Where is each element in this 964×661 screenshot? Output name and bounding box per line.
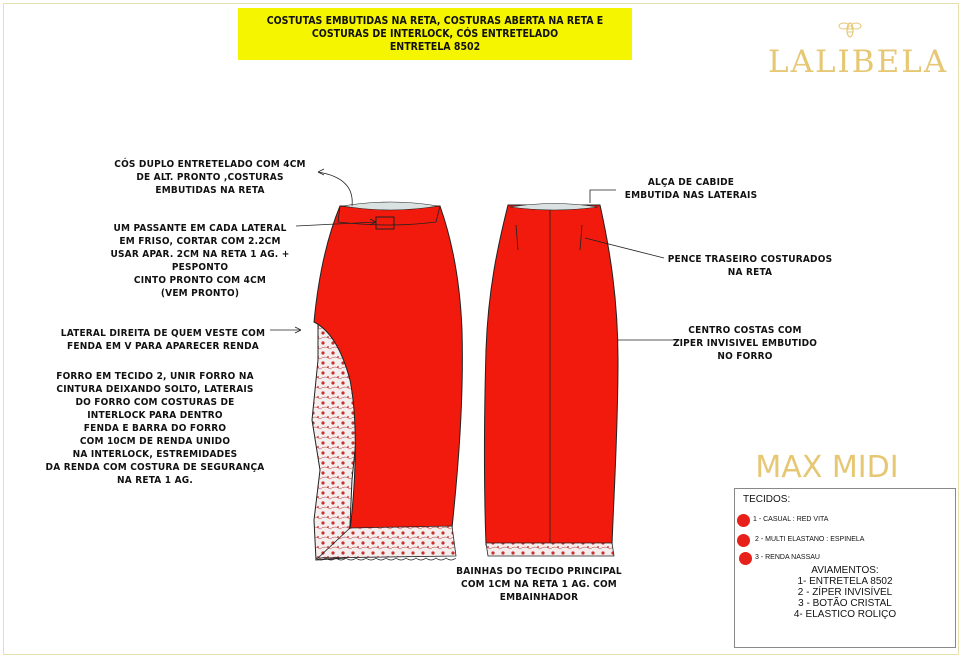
note-line: (VEM PRONTO): [160, 288, 240, 299]
note-line: NA INTERLOCK, ESTREMIDADES: [72, 449, 238, 460]
fabric-item: 1 - CASUAL : RED VITA: [753, 516, 829, 523]
note-line: FORRO EM TECIDO 2, UNIR FORRO NA: [56, 371, 254, 382]
banner-line: ENTRETELA 8502: [389, 41, 481, 53]
front-hem-scallop: [316, 558, 456, 560]
front-skirt: [312, 202, 462, 560]
darts-note: [662, 253, 838, 279]
fabrics-title: TECIDOS:: [743, 494, 791, 505]
note-line: DE ALT. PRONTO ,COSTURAS: [136, 172, 284, 183]
note-line: EMBUTIDA NAS LATERAIS: [624, 190, 758, 201]
back-lace-hem: [486, 543, 614, 556]
hem-note: [448, 565, 630, 604]
note-line: FENDA EM V PARA APARECER RENDA: [67, 341, 259, 352]
lining-note: [30, 370, 280, 487]
zipper-note: [662, 324, 828, 363]
note-line: DA RENDA COM COSTURA DE SEGURANÇA: [45, 462, 265, 473]
note-line: BAINHAS DO TECIDO PRINCIPAL: [456, 566, 622, 577]
note-line: CENTRO COSTAS COM: [688, 325, 802, 336]
trim-item: 3 - BOTÃO CRISTAL: [798, 598, 892, 609]
note-line: COM 10CM DE RENDA UNIDO: [79, 436, 231, 447]
back-skirt: [485, 204, 619, 557]
note-line: EMBAINHADOR: [499, 592, 579, 603]
banner-line: COSTUTAS EMBUTIDAS NA RETA, COSTURAS ABERTA NA RETA E: [266, 15, 604, 27]
waistband-note: [100, 158, 320, 197]
note-line: EMBUTIDAS NA RETA: [155, 185, 265, 196]
note-line: INTERLOCK PARA DENTRO: [87, 410, 223, 421]
fabric-dot-icon: [737, 534, 750, 547]
note-line: ZIPER INVISIVEL EMBUTIDO: [672, 338, 818, 349]
note-line: DO FORRO COM COSTURAS DE: [75, 397, 235, 408]
note-line: ALÇA DE CABIDE: [647, 177, 735, 188]
belt-loop-note: [102, 222, 298, 300]
note-line: COM 1CM NA RETA 1 AG. COM: [461, 579, 617, 590]
note-line: NO FORRO: [717, 351, 773, 362]
fabric-dot-icon: [739, 552, 752, 565]
trims-title: AVIAMENTOS:: [811, 565, 879, 576]
note-line: CINTO PRONTO COM 4CM: [133, 275, 267, 286]
note-line: FENDA E BARRA DO FORRO: [83, 423, 227, 434]
note-line: PESPONTO: [171, 262, 229, 273]
note-line: CINTURA DEIXANDO SOLTO, LATERAIS: [56, 384, 254, 395]
waistband-arrow: [318, 172, 352, 206]
side-slit-note: [38, 327, 288, 353]
note-line: NA RETA 1 AG.: [117, 475, 193, 486]
back-skirt-body: [485, 205, 619, 545]
trim-item: 2 - ZÍPER INVISÍVEL: [797, 587, 893, 598]
note-line: USAR APAR. 2CM NA RETA 1 AG. +: [110, 249, 290, 260]
trim-item: 4- ELASTICO ROLIÇO: [793, 609, 897, 620]
banner-line: COSTURAS DE INTERLOCK, CÓS ENTRETELADO: [311, 28, 559, 40]
materials-legend: [734, 488, 956, 648]
model-name: MAX MIDI: [755, 450, 899, 485]
brand-logo: LALIBELA: [768, 44, 949, 80]
fabric-item: 2 - MULTI ELASTANO : ESPINELA: [755, 536, 865, 543]
trim-item: 1- ENTRETELA 8502: [797, 576, 893, 587]
fabric-dot-icon: [737, 514, 750, 527]
note-line: LATERAL DIREITA DE QUEM VESTE COM: [60, 328, 266, 339]
hanger-loop-note: [606, 176, 776, 202]
note-line: UM PASSANTE EM CADA LATERAL: [113, 223, 287, 234]
note-line: CÓS DUPLO ENTRETELADO COM 4CM: [114, 159, 306, 170]
fabric-item: 3 - RENDA NASSAU: [755, 554, 820, 561]
note-line: PENCE TRASEIRO COSTURADOS: [667, 254, 833, 265]
note-line: NA RETA: [727, 267, 773, 278]
note-line: EM FRISO, CORTAR COM 2.2CM: [119, 236, 281, 247]
